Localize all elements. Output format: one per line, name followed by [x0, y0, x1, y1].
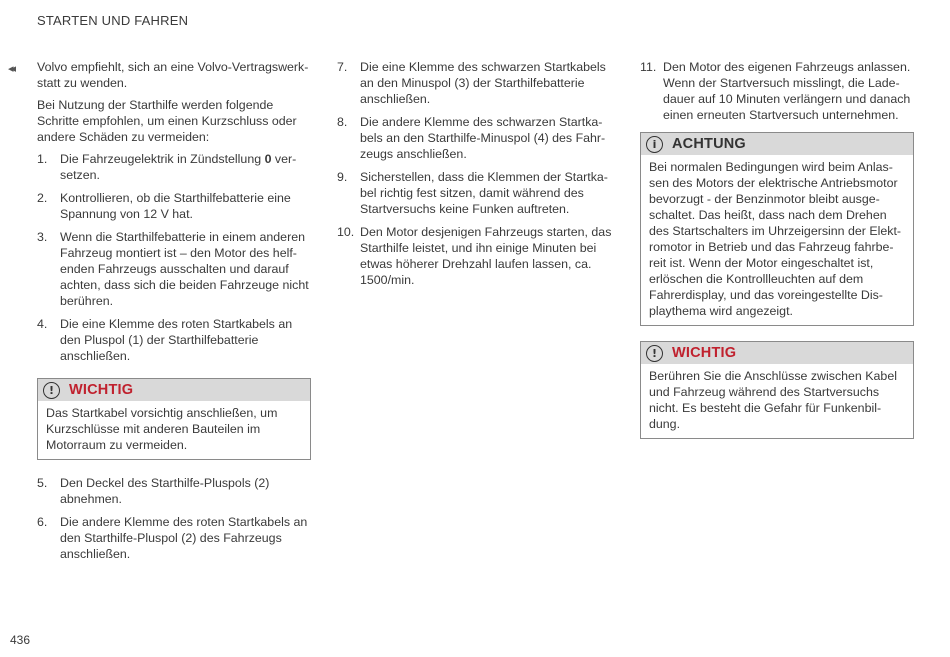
- back-arrows-icon[interactable]: ◂◂: [8, 63, 14, 75]
- exclamation-icon: !: [646, 345, 663, 362]
- step-text: Die eine Klemme des schwarzen Startkabels an den Minuspol (3) der Starthilfebatterie anschließen.: [360, 60, 606, 106]
- notice-title: WICHTIG: [69, 382, 134, 398]
- step-6: [37, 514, 311, 562]
- step-text: Die andere Klemme des schwarzen Startka-bels an den Starthilfe-Minuspol (4) des Fahr-zeugs anschließen.: [360, 115, 606, 161]
- intro-paragraph-2: Bei Nutzung der Starthilfe werden folgende Schritte empfohlen, um einen Kurzschluss oder andere Schäden zu vermeiden:: [37, 98, 297, 144]
- column-3: [640, 59, 914, 454]
- notice-title: ACHTUNG: [672, 136, 746, 152]
- step-text: Sicherstellen, dass die Klemmen der Startka-bel richtig fest sitzen, damit während des Startversuchs keine Funken auftreten.: [360, 170, 608, 216]
- step-number: 3.: [37, 230, 48, 244]
- ignition-position: 0: [264, 152, 272, 166]
- step-text: Wenn die Starthilfebatterie in einem anderen Fahrzeug montiert ist – den Motor des helf-enden Fahrzeugs ausschalten und darauf achten, dass sich die beiden Fahrzeuge nicht berühren.: [60, 230, 309, 308]
- step-5: [37, 475, 311, 507]
- step-3: [37, 229, 311, 309]
- notice-wichtig-1: [37, 378, 311, 460]
- step-number: 9.: [337, 170, 348, 184]
- step-number: 8.: [337, 115, 348, 129]
- step-text: Die Fahrzeugelektrik in Zündstellung 0 ver-setzen.: [60, 152, 297, 182]
- info-icon: i: [646, 136, 663, 153]
- step-10: [337, 224, 613, 288]
- notice-wichtig-2: [640, 341, 914, 439]
- step-number: 4.: [37, 317, 48, 331]
- step-text: Die eine Klemme des roten Startkabels an den Pluspol (1) der Starthilfebatterie anschließen.: [60, 317, 293, 363]
- notice-body: Berühren Sie die Anschlüsse zwischen Kabel und Fahrzeug während des Startversuchs nicht. Es besteht die Gefahr für Funkenbil-dung.: [649, 369, 897, 431]
- step-7: [337, 59, 613, 107]
- step-4: [37, 316, 311, 364]
- step-number: 6.: [37, 515, 48, 529]
- step-number: 7.: [337, 60, 348, 74]
- step-text: Den Deckel des Starthilfe-Pluspols (2) abnehmen.: [60, 476, 270, 506]
- step-number: 1.: [37, 152, 48, 166]
- step-number: 5.: [37, 476, 48, 490]
- step-9: [337, 169, 613, 217]
- page-number: 436: [10, 633, 31, 647]
- step-8: [337, 114, 613, 162]
- step-1: [37, 151, 311, 183]
- step-text: Den Motor des eigenen Fahrzeugs anlassen. Wenn der Startversuch misslingt, die Lade-dauer auf 10 Minuten verlängern und danach einen erneuten Startversuch unternehmen.: [663, 60, 911, 122]
- notice-header: [641, 342, 913, 364]
- column-2: [337, 59, 613, 295]
- step-number: 11.: [640, 60, 657, 74]
- intro-paragraph-1: Volvo empfiehlt, sich an eine Volvo-Vertragswerk-statt zu wenden.: [37, 60, 309, 90]
- notice-body: Das Startkabel vorsichtig anschließen, um Kurzschlüsse mit anderen Bauteilen im Motorraum zu vermeiden.: [46, 406, 278, 452]
- step-text: Kontrollieren, ob die Starthilfebatterie eine Spannung von 12 V hat.: [60, 191, 291, 221]
- notice-title: WICHTIG: [672, 345, 737, 361]
- section-title: STARTEN UND FAHREN: [37, 13, 189, 28]
- notice-header: [641, 133, 913, 155]
- notice-body: Bei normalen Bedingungen wird beim Anlas-sen des Motors der elektrische Antriebsmotor bevorzugt - der Benzinmotor bleibt ausge-schaltet. Das heißt, dass nach dem Drehen des Startschalters im Uhrzeigersinn der Elekt-romotor in Betrieb und das Fahrzeug fahrbe-reit ist. Wenn der Motor eingeschaltet ist, erlöschen die Kontrollleuchten auf dem Fahrerdisplay, und das voreingestellte Dis-playthema wird angezeigt.: [649, 160, 902, 318]
- step-text: Die andere Klemme des roten Startkabels an den Starthilfe-Pluspol (2) des Fahrzeugs anschließen.: [60, 515, 308, 561]
- step-number: 10.: [337, 225, 355, 239]
- column-1: [37, 59, 311, 569]
- step-text: Den Motor desjenigen Fahrzeugs starten, das Starthilfe leistet, und ihn einige Minuten bei etwas höherer Drehzahl laufen lassen, ca. 1500/min.: [360, 225, 612, 287]
- notice-header: [38, 379, 310, 401]
- step-2: [37, 190, 311, 222]
- step-number: 2.: [37, 191, 48, 205]
- exclamation-icon: !: [43, 382, 60, 399]
- notice-achtung: [640, 132, 914, 326]
- step-11: [640, 59, 914, 123]
